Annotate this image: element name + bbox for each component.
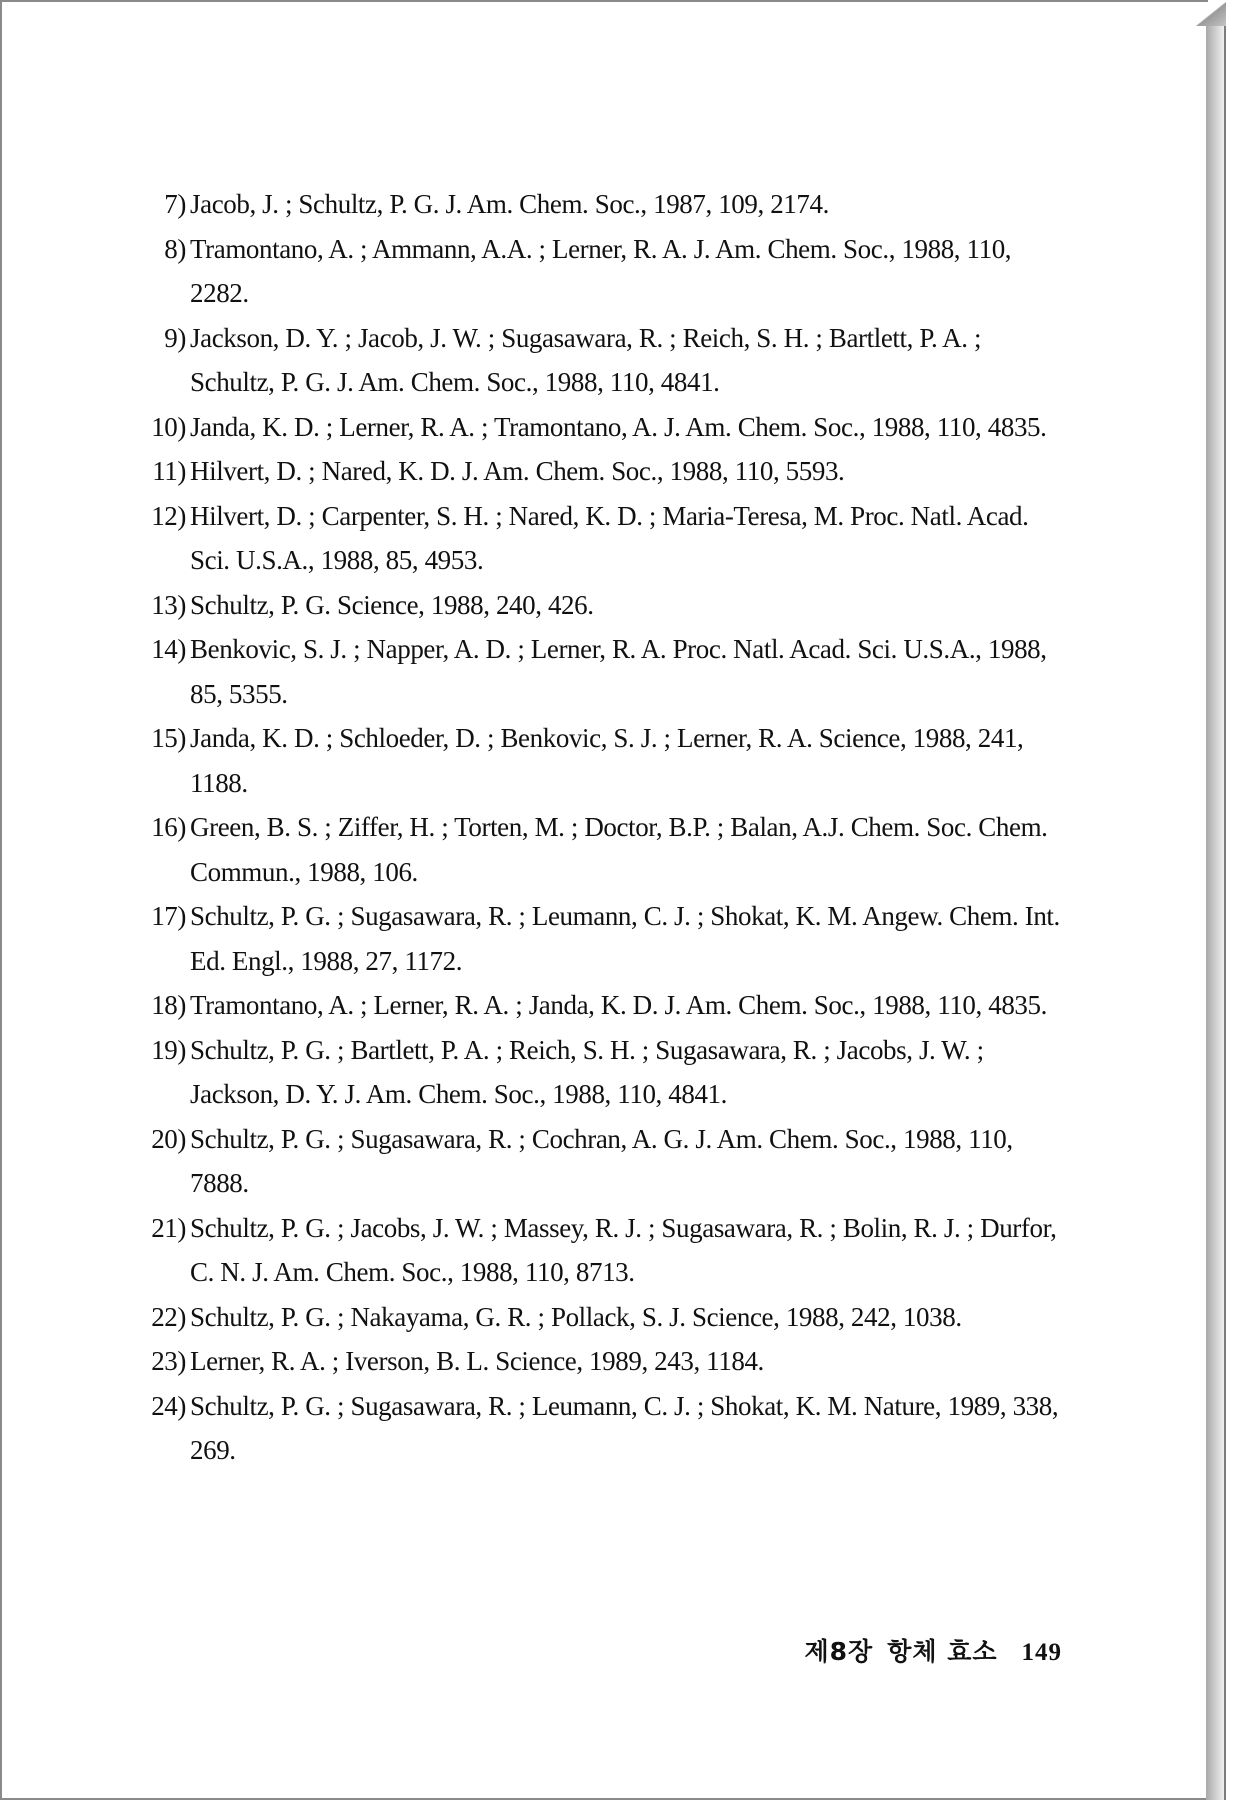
reference-item bbox=[160, 182, 1060, 227]
chapter-label: 제8장 bbox=[804, 1637, 874, 1666]
reference-item bbox=[151, 583, 1060, 628]
page-corner-shadow bbox=[1196, 2, 1226, 26]
reference-number: 15) bbox=[151, 723, 186, 753]
reference-text: Hilvert, D. ; Carpenter, S. H. ; Nared, K. D. ; Maria-Teresa, M. Proc. Natl. Acad. Sci. U.S.A., 1988, 85, 4953. bbox=[190, 500, 1029, 575]
reference-number: 19) bbox=[151, 1034, 186, 1065]
reference-item bbox=[151, 494, 1060, 583]
reference-number: 20) bbox=[151, 1123, 186, 1154]
reference-number: 14) bbox=[151, 634, 186, 664]
reference-number: 11) bbox=[152, 456, 186, 486]
reference-item bbox=[160, 227, 1060, 316]
reference-item bbox=[151, 627, 1060, 716]
reference-item bbox=[151, 716, 1060, 805]
reference-number: 22) bbox=[151, 1301, 186, 1332]
reference-item bbox=[151, 1339, 1060, 1384]
reference-text: Benkovic, S. J. ; Napper, A. D. ; Lerner, R. A. Proc. Natl. Acad. Sci. U.S.A., 1988, 85, 5355. bbox=[190, 634, 1047, 709]
reference-item bbox=[151, 894, 1060, 983]
chapter-title: 항체 효소 bbox=[887, 1637, 998, 1666]
reference-number: 18) bbox=[151, 990, 186, 1020]
reference-item bbox=[151, 983, 1060, 1028]
reference-item bbox=[151, 1206, 1060, 1295]
reference-text: Hilvert, D. ; Nared, K. D. J. Am. Chem. Soc., 1988, 110, 5593. bbox=[190, 456, 845, 486]
page-footer bbox=[762, 1632, 1062, 1668]
reference-number: 21) bbox=[151, 1212, 186, 1243]
page-number: 149 bbox=[1021, 1639, 1062, 1666]
reference-text: Schultz, P. G. ; Sugasawara, R. ; Cochran, A. G. J. Am. Chem. Soc., 1988, 110, 7888. bbox=[190, 1123, 1013, 1198]
reference-number: 12) bbox=[151, 500, 186, 531]
reference-list bbox=[151, 182, 1060, 1473]
reference-text: Lerner, R. A. ; Iverson, B. L. Science, 1989, 243, 1184. bbox=[190, 1346, 764, 1376]
reference-text: Jacob, J. ; Schultz, P. G. J. Am. Chem. Soc., 1987, 109, 2174. bbox=[190, 189, 829, 219]
reference-text: Schultz, P. G. ; Bartlett, P. A. ; Reich, S. H. ; Sugasawara, R. ; Jacobs, J. W. ; Jackson, D. Y. J. Am. Chem. Soc., 1988, 110, 4841. bbox=[190, 1034, 984, 1109]
reference-number: 13) bbox=[151, 589, 186, 620]
reference-number: 9) bbox=[164, 322, 186, 353]
reference-text: Tramontano, A. ; Ammann, A.A. ; Lerner, R. A. J. Am. Chem. Soc., 1988, 110, 2282. bbox=[190, 233, 1012, 308]
page-edge-shadow bbox=[1206, 22, 1226, 1800]
reference-item bbox=[151, 405, 1060, 450]
reference-text: Schultz, P. G. ; Sugasawara, R. ; Leumann, C. J. ; Shokat, K. M. Angew. Chem. Int. Ed. Engl., 1988, 27, 1172. bbox=[190, 901, 1060, 976]
reference-item bbox=[152, 449, 1060, 494]
reference-number: 17) bbox=[151, 901, 186, 931]
reference-item bbox=[151, 1295, 1060, 1340]
reference-item bbox=[151, 1384, 1060, 1473]
reference-text: Janda, K. D. ; Lerner, R. A. ; Tramontano, A. J. Am. Chem. Soc., 1988, 110, 4835. bbox=[190, 411, 1047, 442]
reference-item bbox=[151, 805, 1060, 894]
reference-text: Janda, K. D. ; Schloeder, D. ; Benkovic, S. J. ; Lerner, R. A. Science, 1988, 241, 1188. bbox=[190, 723, 1024, 798]
reference-text: Tramontano, A. ; Lerner, R. A. ; Janda, K. D. J. Am. Chem. Soc., 1988, 110, 4835. bbox=[190, 990, 1047, 1020]
reference-number: 8) bbox=[164, 233, 186, 264]
reference-number: 24) bbox=[151, 1390, 186, 1421]
reference-item bbox=[160, 316, 1060, 405]
reference-text: Schultz, P. G. Science, 1988, 240, 426. bbox=[190, 589, 594, 620]
reference-text: Jackson, D. Y. ; Jacob, J. W. ; Sugasawara, R. ; Reich, S. H. ; Bartlett, P. A. ; Schultz, P. G. J. Am. Chem. Soc., 1988, 110, 4841. bbox=[190, 322, 982, 397]
reference-text: Schultz, P. G. ; Jacobs, J. W. ; Massey, R. J. ; Sugasawara, R. ; Bolin, R. J. ; Durfor, C. N. J. Am. Chem. Soc., 1988, 110, 8713. bbox=[190, 1212, 1057, 1287]
reference-number: 10) bbox=[151, 411, 186, 442]
reference-text: Schultz, P. G. ; Sugasawara, R. ; Leumann, C. J. ; Shokat, K. M. Nature, 1989, 338, 269. bbox=[190, 1390, 1059, 1465]
reference-number: 16) bbox=[151, 812, 186, 842]
reference-item bbox=[151, 1028, 1060, 1117]
reference-text: Schultz, P. G. ; Nakayama, G. R. ; Pollack, S. J. Science, 1988, 242, 1038. bbox=[190, 1301, 962, 1332]
reference-text: Green, B. S. ; Ziffer, H. ; Torten, M. ; Doctor, B.P. ; Balan, A.J. Chem. Soc. Chem. Commun., 1988, 106. bbox=[190, 812, 1048, 887]
reference-number: 23) bbox=[151, 1346, 186, 1376]
reference-item bbox=[151, 1117, 1060, 1206]
reference-number: 7) bbox=[164, 189, 186, 219]
